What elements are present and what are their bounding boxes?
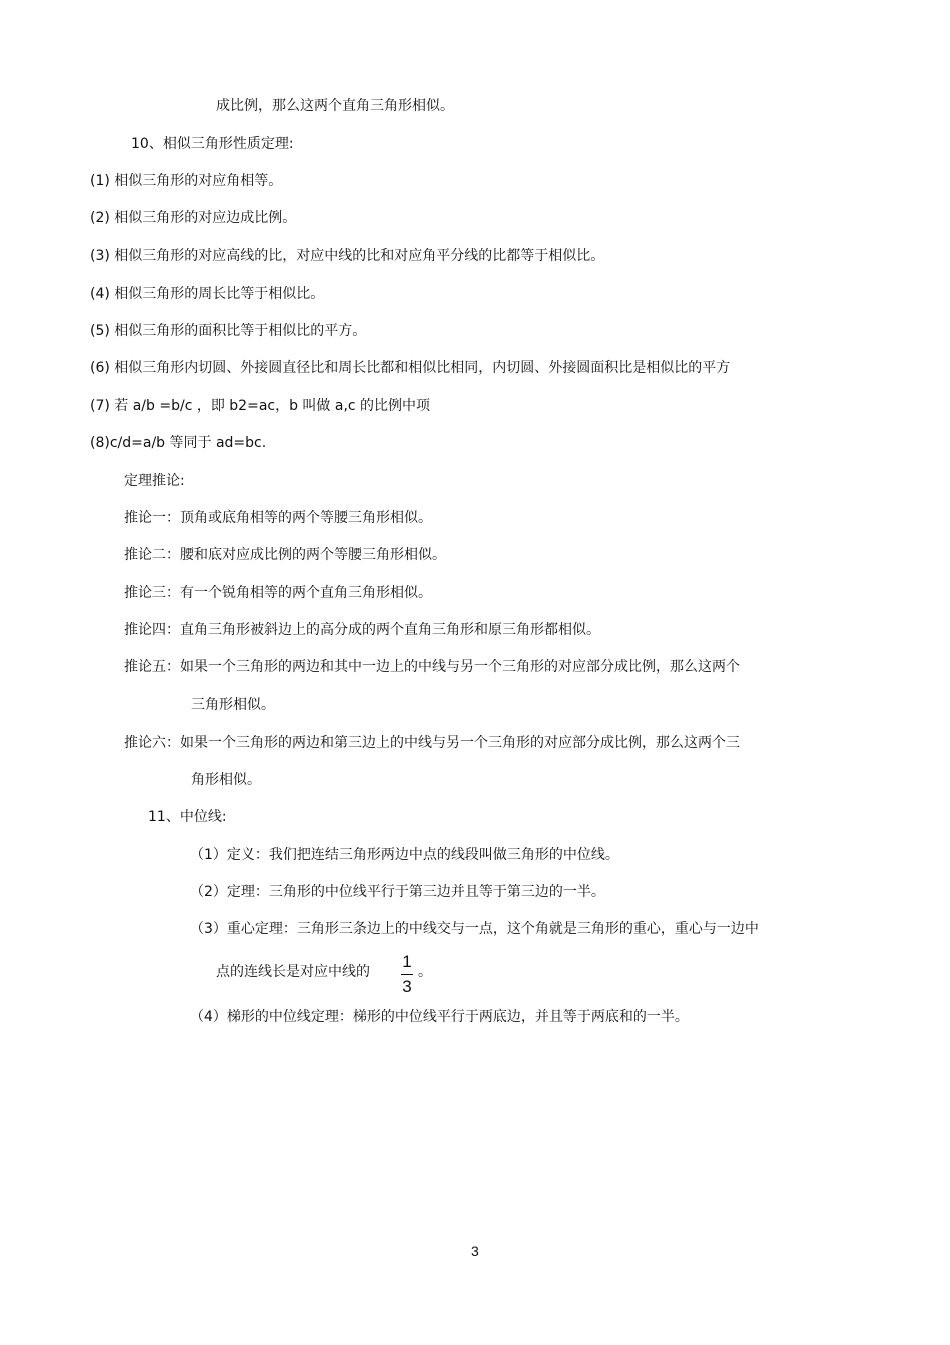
midline-item: （4）梯形的中位线定理：梯形的中位线平行于两底边，并且等于两底和的一半。	[190, 1009, 689, 1025]
corollary-item: 推论五：如果一个三角形的两边和其中一边上的中线与另一个三角形的对应部分成比例，那么这两个	[124, 659, 740, 675]
fraction-one-third	[397, 952, 417, 997]
midline-item-continuation: 点的连线长是对应中线的	[216, 964, 370, 980]
page-number: 3	[471, 1243, 479, 1259]
text-line: 成比例，那么这两个直角三角形相似。	[216, 98, 454, 114]
property-item: (1) 相似三角形的对应角相等。	[90, 173, 283, 189]
sentence-end-mark: 。	[418, 964, 432, 980]
fraction-numerator: 1	[402, 952, 412, 971]
corollary-heading: 定理推论:	[124, 473, 185, 489]
corollary-item: 推论四：直角三角形被斜边上的高分成的两个直角三角形和原三角形都相似。	[124, 622, 600, 638]
midline-item: （2）定理：三角形的中位线平行于第三边并且等于第三边的一半。	[190, 884, 605, 900]
section-heading-midline: 11、中位线:	[148, 809, 227, 825]
corollary-item-continuation: 三角形相似。	[191, 697, 275, 713]
property-item: (2) 相似三角形的对应边成比例。	[90, 210, 297, 226]
property-item: (7) 若 a/b =b/c ，即 b2=ac，b 叫做 a,c 的比例中项	[90, 398, 431, 414]
corollary-item: 推论二：腰和底对应成比例的两个等腰三角形相似。	[124, 547, 446, 563]
property-item: (5) 相似三角形的面积比等于相似比的平方。	[90, 323, 367, 339]
corollary-item-continuation: 角形相似。	[191, 772, 261, 788]
fraction-bar	[401, 974, 413, 975]
property-item: (4) 相似三角形的周长比等于相似比。	[90, 286, 325, 302]
property-item: (3) 相似三角形的对应高线的比，对应中线的比和对应角平分线的比都等于相似比。	[90, 248, 605, 264]
corollary-item: 推论三：有一个锐角相等的两个直角三角形相似。	[124, 585, 432, 601]
midline-item: （1）定义：我们把连结三角形两边中点的线段叫做三角形的中位线。	[190, 847, 619, 863]
fraction-denominator: 3	[402, 977, 412, 996]
property-item: (6) 相似三角形内切圆、外接圆直径比和周长比都和相似比相同，内切圆、外接圆面积比是相似比的平方	[90, 360, 731, 376]
midline-item: （3）重心定理：三角形三条边上的中线交与一点，这个角就是三角形的重心，重心与一边中	[190, 921, 759, 937]
property-item: (8)c/d=a/b 等同于 ad=bc.	[90, 435, 267, 451]
section-heading-similar-triangle-properties: 10、相似三角形性质定理:	[131, 136, 294, 152]
corollary-item: 推论一：顶角或底角相等的两个等腰三角形相似。	[124, 510, 432, 526]
corollary-item: 推论六：如果一个三角形的两边和第三边上的中线与另一个三角形的对应部分成比例，那么这两个三	[124, 735, 740, 751]
